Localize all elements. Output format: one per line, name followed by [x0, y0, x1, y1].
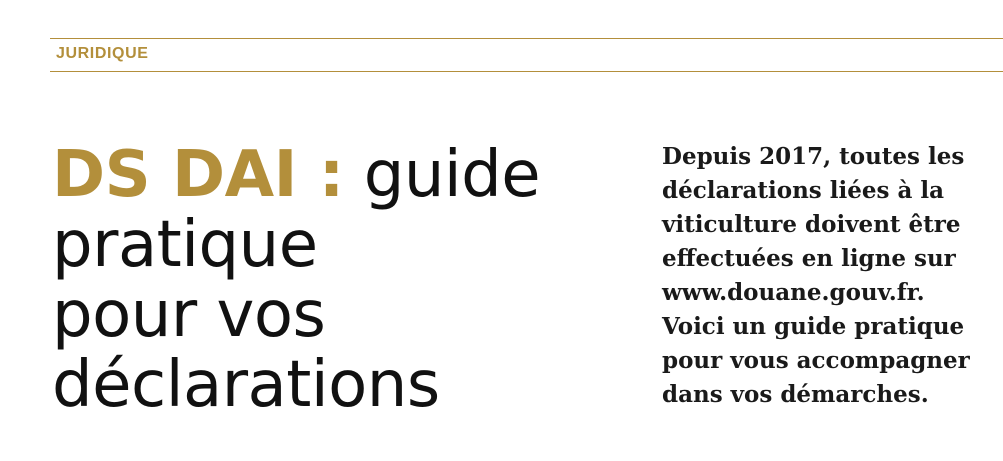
headline-line-4: déclarations	[52, 348, 440, 422]
intro-line: déclarations liées à la	[662, 177, 945, 204]
intro-line: Depuis 2017, toutes les	[662, 143, 965, 170]
headline-line-1-rest: guide	[343, 138, 541, 212]
intro-link-text: www.douane.gouv.fr.	[662, 279, 925, 306]
section-bottom-rule	[50, 71, 1003, 72]
intro-line: viticulture doivent être	[662, 211, 961, 238]
section-top-rule	[50, 38, 1003, 39]
intro-line: pour vous accompagner	[662, 347, 970, 374]
intro-line: Voici un guide pratique	[662, 313, 965, 340]
intro-line: dans vos démarches.	[662, 381, 929, 408]
headline-line-1	[52, 140, 632, 210]
headline-accent: DS DAI :	[52, 138, 344, 212]
headline-line-2: pratique	[52, 208, 318, 282]
intro-line: effectuées en ligne sur	[662, 245, 956, 272]
article-intro	[662, 140, 997, 412]
article-headline	[52, 140, 632, 420]
headline-line-3: pour vos	[52, 278, 326, 352]
section-label: JURIDIQUE	[56, 45, 149, 62]
